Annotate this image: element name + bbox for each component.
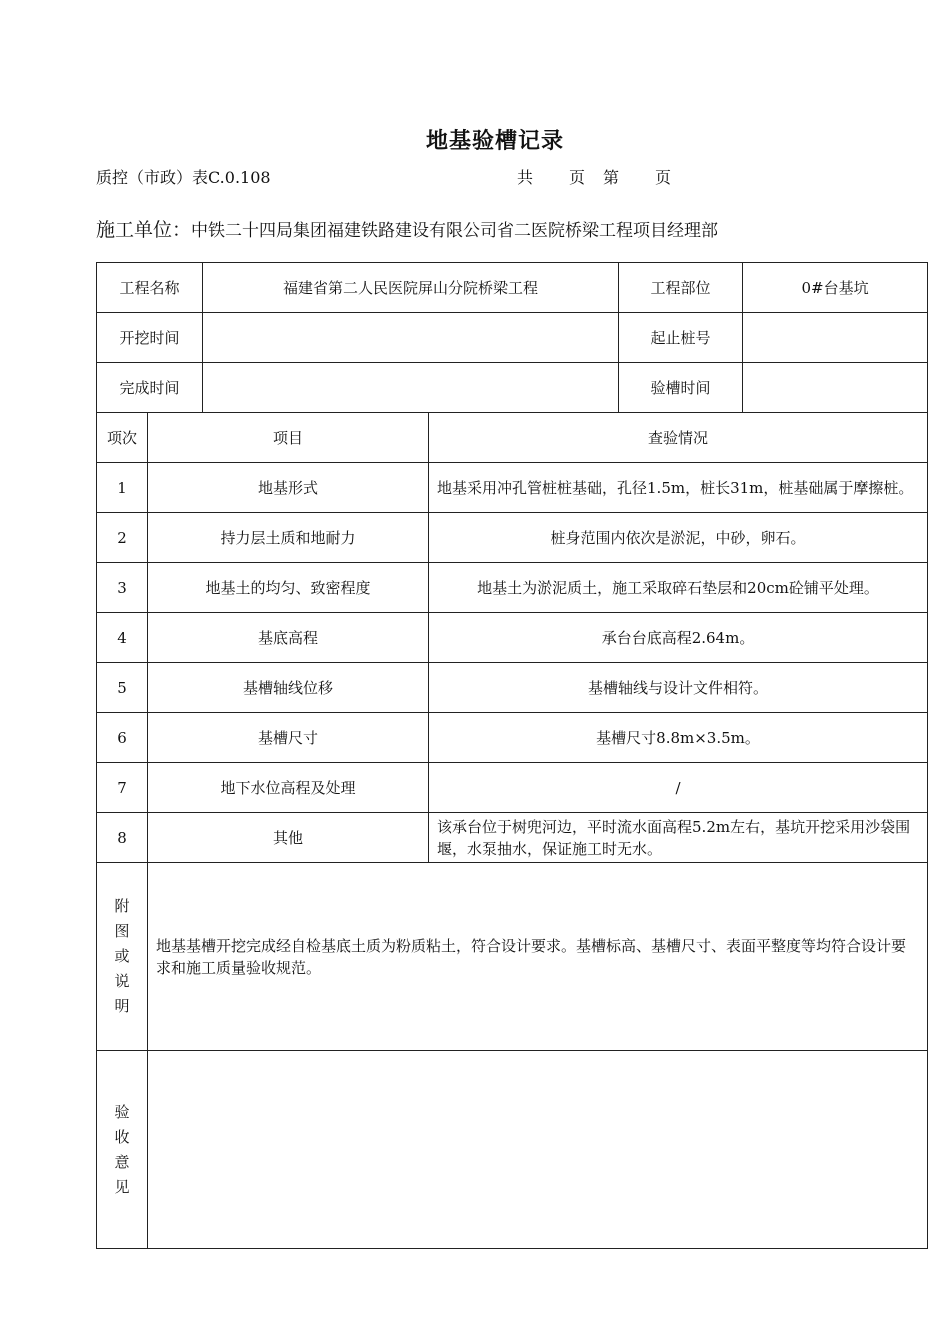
row-no: 2 xyxy=(97,513,148,563)
table-row xyxy=(97,763,928,813)
part-label: 工程部位 xyxy=(619,263,743,313)
notes-label xyxy=(97,863,148,1051)
station-value[interactable] xyxy=(743,313,928,363)
table-row xyxy=(97,563,928,613)
acceptance-text[interactable] xyxy=(148,1051,928,1249)
completion-time-label: 完成时间 xyxy=(97,363,203,413)
acceptance-label-char: 见 xyxy=(114,1177,130,1196)
row-no: 6 xyxy=(97,713,148,763)
row-item: 基槽尺寸 xyxy=(148,713,429,763)
row-no: 7 xyxy=(97,763,148,813)
inspection-time-label: 验槽时间 xyxy=(619,363,743,413)
row-no: 3 xyxy=(97,563,148,613)
row-item: 地基土的均匀、致密程度 xyxy=(148,563,429,613)
pages-unit-label: 页 xyxy=(569,168,586,187)
table-row xyxy=(97,513,928,563)
row-result: 地基土为淤泥质土，施工采取碎石垫层和20cm砼铺平处理。 xyxy=(429,563,928,613)
table-row xyxy=(97,613,928,663)
column-header-row xyxy=(97,413,928,463)
row-result: 该承台位于树兜河边，平时流水面高程5.2m左右，基坑开挖采用沙袋围堰，水泵抽水，保证施工时无水。 xyxy=(429,813,928,863)
row-item: 基底高程 xyxy=(148,613,429,663)
table-row xyxy=(97,713,928,763)
inspection-table xyxy=(96,262,928,1249)
row-item: 基槽轴线位移 xyxy=(148,663,429,713)
row-item: 持力层土质和地耐力 xyxy=(148,513,429,563)
row-no: 5 xyxy=(97,663,148,713)
form-number: 质控（市政）表C.0.108 xyxy=(96,168,271,187)
page-count xyxy=(517,165,671,188)
table-row xyxy=(97,463,928,513)
notes-row xyxy=(97,863,928,1051)
row-result: 承台台底高程2.64m。 xyxy=(429,613,928,663)
construction-unit-value: 中铁二十四局集团福建铁路建设有限公司省二医院桥梁工程项目经理部 xyxy=(191,221,719,241)
construction-unit xyxy=(96,215,718,242)
station-label: 起止桩号 xyxy=(619,313,743,363)
notes-label-char: 明 xyxy=(114,997,130,1015)
header-row-completion xyxy=(97,363,928,413)
row-no: 4 xyxy=(97,613,148,663)
excavation-time-label: 开挖时间 xyxy=(97,313,203,363)
inspection-time-value[interactable] xyxy=(743,363,928,413)
pages-unit-label-2: 页 xyxy=(655,168,672,187)
row-result: 基槽轴线与设计文件相符。 xyxy=(429,663,928,713)
current-page-label: 第 xyxy=(603,168,620,187)
row-result: 地基采用冲孔管桩桩基础，孔径1.5m，桩长31m，桩基础属于摩擦桩。 xyxy=(429,463,928,513)
row-item: 其他 xyxy=(148,813,429,863)
row-item: 地基形式 xyxy=(148,463,429,513)
acceptance-label-char: 验 xyxy=(114,1102,130,1121)
col-header-no: 项次 xyxy=(97,413,148,463)
row-item: 地下水位高程及处理 xyxy=(148,763,429,813)
header-row-project xyxy=(97,263,928,313)
row-no: 1 xyxy=(97,463,148,513)
acceptance-label-char: 意 xyxy=(114,1152,130,1171)
notes-text: 地基基槽开挖完成经自检基底土质为粉质粘土，符合设计要求。基槽标高、基槽尺寸、表面平整度等均符合设计要求和施工质量验收规范。 xyxy=(148,863,928,1051)
acceptance-label xyxy=(97,1051,148,1249)
total-pages-label: 共 xyxy=(517,168,534,187)
row-result: 基槽尺寸8.8m×3.5m。 xyxy=(429,713,928,763)
project-name-value: 福建省第二人民医院屏山分院桥梁工程 xyxy=(203,263,619,313)
col-header-result: 查验情况 xyxy=(429,413,928,463)
part-value: 0#台基坑 xyxy=(743,263,928,313)
notes-label-char: 说 xyxy=(114,972,130,990)
construction-unit-label: 施工单位： xyxy=(96,219,192,241)
notes-label-char: 或 xyxy=(114,947,130,965)
notes-label-char: 附 xyxy=(114,897,130,915)
excavation-time-value[interactable] xyxy=(203,313,619,363)
row-result: 桩身范围内依次是淤泥，中砂，卵石。 xyxy=(429,513,928,563)
acceptance-row xyxy=(97,1051,928,1249)
notes-label-char: 图 xyxy=(114,922,130,940)
project-name-label: 工程名称 xyxy=(97,263,203,313)
col-header-item: 项目 xyxy=(148,413,429,463)
header-row-excavation xyxy=(97,313,928,363)
row-result: / xyxy=(429,763,928,813)
table-row xyxy=(97,813,928,863)
row-no: 8 xyxy=(97,813,148,863)
page-title: 地基验槽记录 xyxy=(425,128,564,154)
acceptance-label-char: 收 xyxy=(114,1127,130,1146)
table-row xyxy=(97,663,928,713)
completion-time-value[interactable] xyxy=(203,363,619,413)
